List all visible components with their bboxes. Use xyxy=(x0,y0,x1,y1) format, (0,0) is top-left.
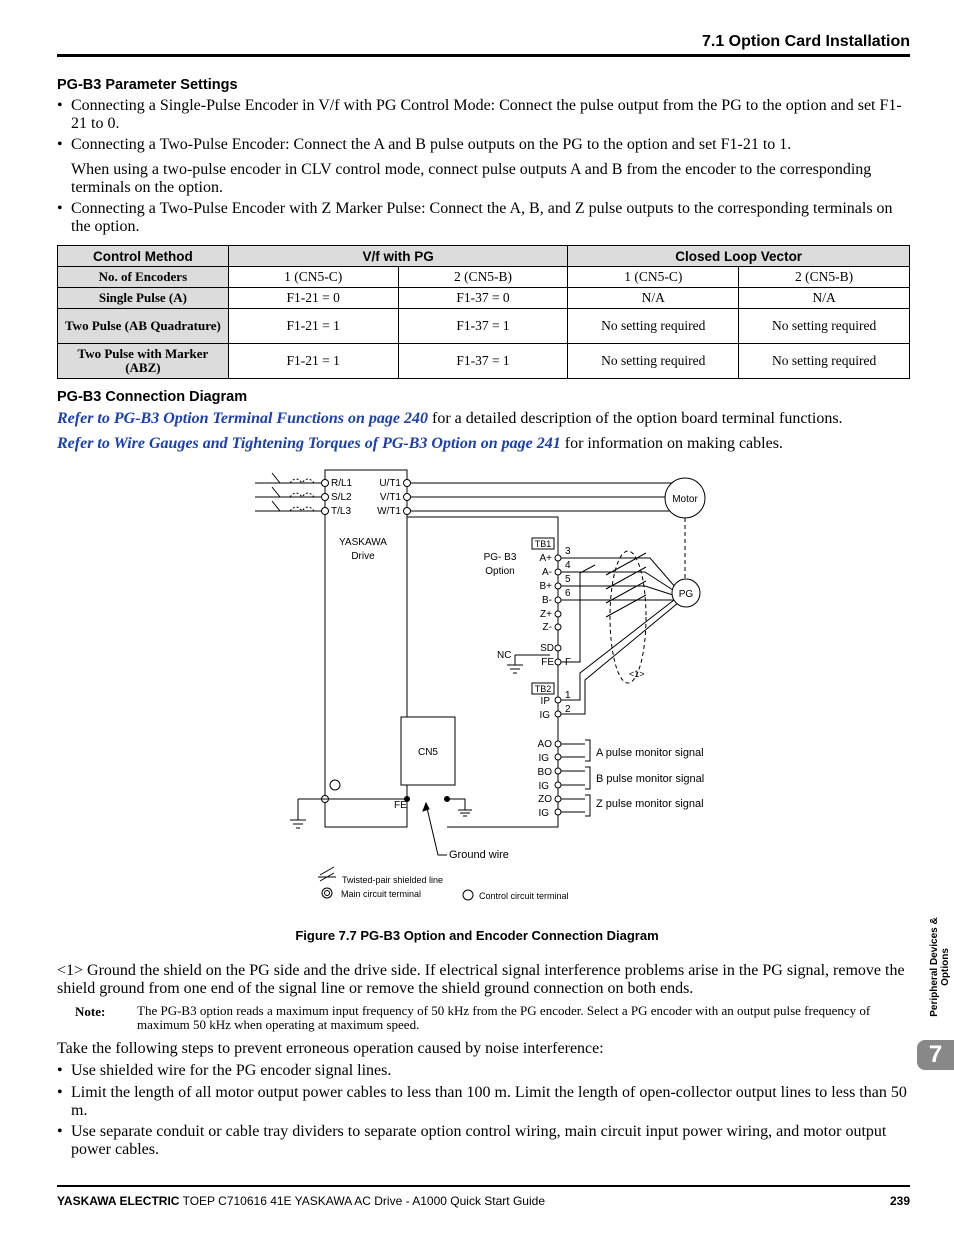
tb1-terminal: A- xyxy=(542,567,552,578)
monitor-terminal: BO xyxy=(537,767,552,778)
chapter-tab[interactable]: 7 xyxy=(917,1040,954,1070)
twisted-pair-icon xyxy=(318,867,336,881)
tb1-terminal: Z- xyxy=(542,622,552,633)
monitor-terminal: IG xyxy=(538,753,549,764)
noise-bullet: • Use separate conduit or cable tray dividers to separate option control wiring, main circuit input power wiring, and motor output power cables. xyxy=(57,1123,887,1158)
noise-bullet: • Limit the length of all motor output power cables to less than 100 m. Limit the length of open-collector output lines to less than 50 m. xyxy=(57,1084,907,1119)
footer-doc xyxy=(57,1194,545,1208)
terminal-label: S/L2 xyxy=(331,492,352,503)
page-number: 239 xyxy=(889,1194,910,1208)
terminal-label: U/T1 xyxy=(379,478,401,489)
tb1-terminal: B- xyxy=(542,595,552,606)
input-lines xyxy=(255,473,325,511)
table-header: V/f with PG xyxy=(228,246,568,267)
footer-doc-title: TOEP C710616 41E YASKAWA AC Drive - A1000 Quick Start Guide xyxy=(179,1194,545,1208)
tb1-number: 4 xyxy=(565,560,571,571)
pg-label: PG xyxy=(678,589,694,600)
tb1-number: 6 xyxy=(565,588,571,599)
reference-link-terminal-functions[interactable]: Refer to PG-B3 Option Terminal Functions on page 240 xyxy=(57,410,428,427)
cn5-label: CN5 xyxy=(417,747,439,758)
f-label: F xyxy=(565,657,572,668)
footer-rule xyxy=(57,1185,910,1187)
nc-label: NC xyxy=(497,650,512,661)
table-row xyxy=(58,288,910,309)
tb1-terminal: SD xyxy=(540,643,554,654)
motor-label: Motor xyxy=(672,494,698,505)
table-cell: F1-21 = 1 xyxy=(228,344,398,379)
reference-link-wire-gauges[interactable]: Refer to Wire Gauges and Tightening Torques of PG-B3 Option on page 241 xyxy=(57,435,561,452)
tb2-terminal: IG xyxy=(539,710,550,721)
table-cell: F1-37 = 0 xyxy=(398,288,568,309)
option-label: PG- B3 xyxy=(483,552,517,563)
table-cell: 2 (CN5-B) xyxy=(739,267,910,288)
settings-bullet: • Connecting a Two-Pulse Encoder: Connect the A and B pulse outputs on the PG to the option and set F1-21 to 1. xyxy=(57,136,792,153)
table-header: Closed Loop Vector xyxy=(568,246,910,267)
table-cell: No setting required xyxy=(568,344,739,379)
table-cell: F1-37 = 1 xyxy=(398,309,568,344)
monitor-terminal: IG xyxy=(538,781,549,792)
monitor-signal: B pulse monitor signal xyxy=(596,773,705,785)
monitor-terminal: IG xyxy=(538,808,549,819)
terminal-label: V/T1 xyxy=(379,492,401,503)
reference-line xyxy=(57,410,917,428)
settings-bullet: • Connecting a Two-Pulse Encoder with Z Marker Pulse: Connect the A, B, and Z pulse outputs to the corresponding terminals on the option. xyxy=(57,200,893,235)
ground-wire-label: Ground wire xyxy=(449,849,509,861)
header-rule xyxy=(57,54,910,57)
tb1-label: TB1 xyxy=(534,539,552,549)
drive-label: Drive xyxy=(351,551,375,562)
reference-text: for a detailed description of the option board terminal functions. xyxy=(428,410,843,427)
table-cell: N/A xyxy=(568,288,739,309)
monitor-terminal: AO xyxy=(537,739,552,750)
row-label: No. of Encoders xyxy=(58,267,229,288)
tb1-terminal: Z+ xyxy=(540,609,552,620)
fe-label: FE xyxy=(394,800,407,811)
terminal-label: T/L3 xyxy=(331,506,352,517)
row-label: Two Pulse (AB Quadrature) xyxy=(58,309,229,344)
table-row xyxy=(58,344,910,379)
reference-line xyxy=(57,435,917,453)
table-cell: 2 (CN5-B) xyxy=(398,267,568,288)
table-cell: No setting required xyxy=(568,309,739,344)
table-cell: 1 (CN5-C) xyxy=(228,267,398,288)
drive-box xyxy=(325,470,407,827)
tb1-terminal: A+ xyxy=(539,553,552,564)
monitor-terminal: ZO xyxy=(538,794,552,805)
row-label: Two Pulse with Marker (ABZ) xyxy=(58,344,229,379)
table-row xyxy=(58,267,910,288)
table-cell: No setting required xyxy=(739,309,910,344)
tb2-number: 2 xyxy=(565,704,571,715)
control-circuit-terminal-icon xyxy=(463,890,473,900)
option-label: Option xyxy=(485,566,515,577)
table-cell: N/A xyxy=(739,288,910,309)
monitor-signal: A pulse monitor signal xyxy=(596,747,704,759)
table-cell: No setting required xyxy=(739,344,910,379)
legend-text: Twisted-pair shielded line xyxy=(342,875,444,885)
table-cell: F1-21 = 0 xyxy=(228,288,398,309)
settings-heading: PG-B3 Parameter Settings xyxy=(57,77,238,93)
terminal-label: W/T1 xyxy=(377,506,401,517)
terminal-label: R/L1 xyxy=(331,478,353,489)
table-cell: F1-37 = 1 xyxy=(398,344,568,379)
main-terminals xyxy=(322,480,411,803)
table-header: Control Method xyxy=(58,246,229,267)
section-title: 7.1 Option Card Installation xyxy=(701,33,910,50)
tb1-number: 3 xyxy=(565,546,571,557)
table-cell: F1-21 = 1 xyxy=(228,309,398,344)
noise-intro: Take the following steps to prevent erroneous operation caused by noise interference: xyxy=(57,1040,604,1057)
reference-text: for information on making cables. xyxy=(560,435,783,452)
clv-note: When using a two-pulse encoder in CLV control mode, connect pulse outputs A and B from the encoder to the corresponding terminals on the option. xyxy=(71,161,872,196)
footer-brand: YASKAWA ELECTRIC xyxy=(57,1194,180,1208)
monitor-signal: Z pulse monitor signal xyxy=(596,798,704,810)
side-tab-label: Peripheral Devices & Options xyxy=(929,917,951,1017)
row-label: Single Pulse (A) xyxy=(58,288,229,309)
note-label: Note: xyxy=(75,1004,106,1019)
tb2-terminal: IP xyxy=(540,696,550,707)
tb2-number: 1 xyxy=(565,690,571,701)
connection-diagram xyxy=(250,465,720,910)
tb2-label: TB2 xyxy=(534,684,552,694)
settings-bullet: • Connecting a Single-Pulse Encoder in V/f with PG Control Mode: Connect the pulse output from the PG to the option and set F1-21 to 0. xyxy=(57,97,902,132)
drive-label: YASKAWA xyxy=(339,537,387,548)
tb1-number: 5 xyxy=(565,574,571,585)
shield-note-marker: <1> xyxy=(629,669,645,679)
parameter-table xyxy=(57,245,910,379)
connection-heading: PG-B3 Connection Diagram xyxy=(57,389,248,405)
footnote: <1> Ground the shield on the PG side and the drive side. If electrical signal interference problems arise in the PG signal, remove the shield ground from one end of the signal line or remove the shield ground connection on both ends. xyxy=(57,962,905,997)
note-text: The PG-B3 option reads a maximum input frequency of 50 kHz from the PG encoder. Select a PG encoder with an output pulse frequency of maximum 50 kHz when operating at maximum speed. xyxy=(137,1003,871,1032)
legend-text: Main circuit terminal xyxy=(341,889,422,899)
figure-caption: Figure 7.7 PG-B3 Option and Encoder Connection Diagram xyxy=(295,928,659,943)
legend-text: Control circuit terminal xyxy=(479,891,569,901)
noise-bullet: • Use shielded wire for the PG encoder signal lines. xyxy=(57,1062,392,1079)
table-row xyxy=(58,309,910,344)
tb1-terminal: B+ xyxy=(539,581,552,592)
tb1-terminal: FE xyxy=(541,657,554,668)
table-cell: 1 (CN5-C) xyxy=(568,267,739,288)
